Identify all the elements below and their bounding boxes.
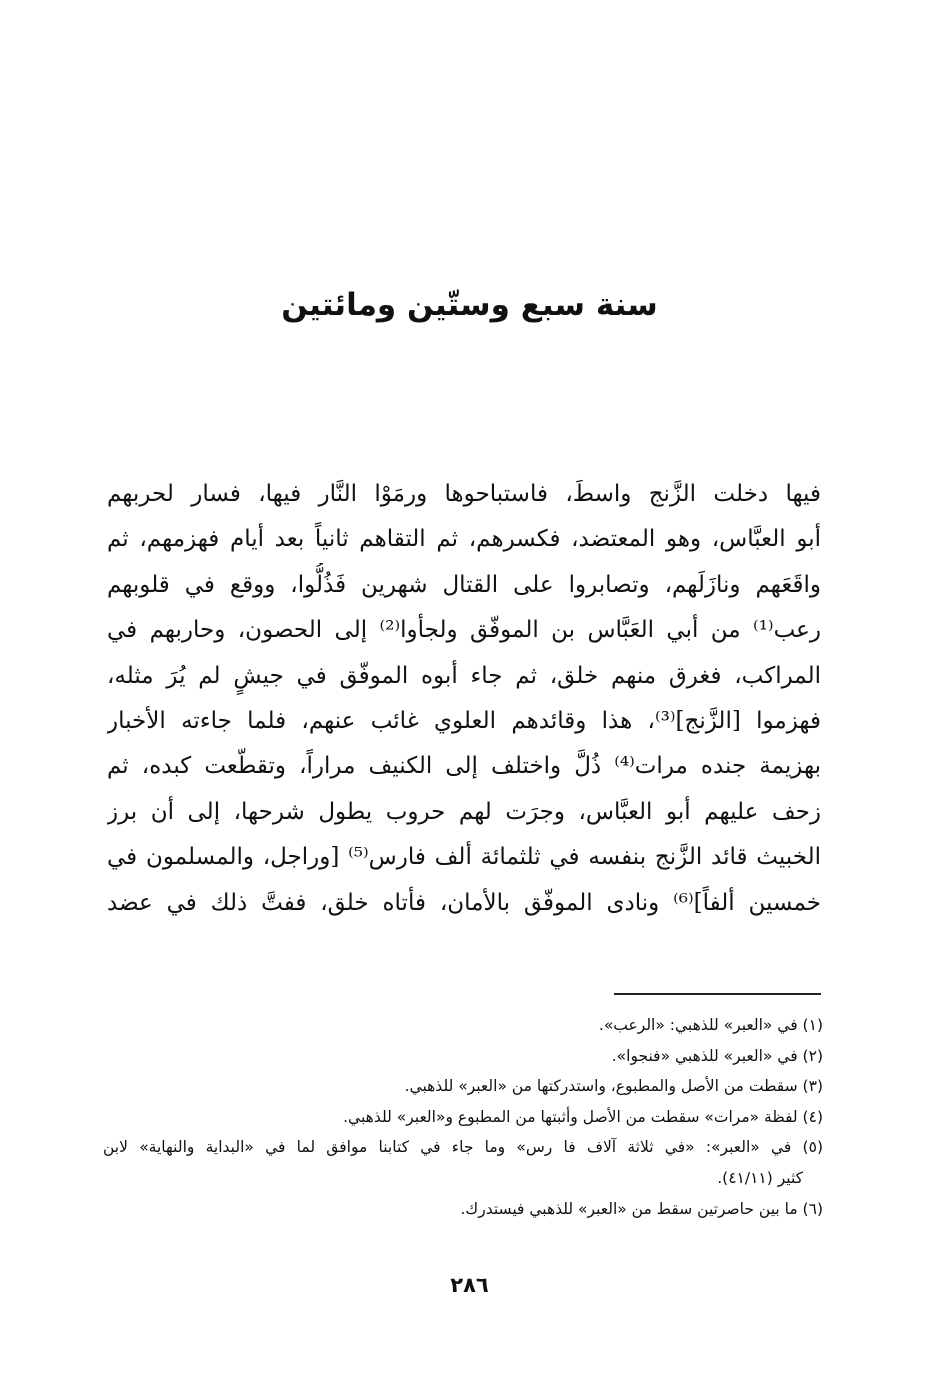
footnote-1: (١) في «العبر» للذهبي: «الرعب». xyxy=(598,1016,823,1034)
page-title: سنة سبع وستّين ومائتين xyxy=(281,287,658,323)
body-line: خمسين ألفاً]⁽⁶⁾ ونادى الموفّق بالأمان، فأتاه خلق، ففتَّ ذلك في عضد xyxy=(107,889,821,916)
footnote-5: (٥) في «العبر»: «في ثلاثة آلاف فا رس» وما جاء في كتابنا موافق لما في «البداية والنهاية» لابن xyxy=(103,1138,823,1157)
footnote-2: (٢) في «العبر» للذهبي «فنجوا». xyxy=(611,1046,823,1065)
body-line: المراكب، فغرق منهم خلق، ثم جاء أبوه الموفّق في جيشٍ لم يُرَ مثله، xyxy=(107,662,821,689)
body-line: الخبيث قائد الزَّنج بنفسه في ثلثمائة ألف فارس⁽⁵⁾ [وراجل، والمسلمون في xyxy=(107,844,821,871)
body-line: رعب⁽¹⁾ من أبي العَبَّاس بن الموفّق ولجأوا⁽²⁾ إلى الحصون، وحاربهم في xyxy=(107,617,821,644)
footnote-4: (٤) لفظة «مرات» سقطت من الأصل وأثبتها من المطبوع و«العبر» للذهبي. xyxy=(343,1107,823,1126)
body-line: أبو العبَّاس، وهو المعتضد، فكسرهم، ثم التقاهم ثانياً بعد أيام فهزمهم، ثم xyxy=(107,526,821,553)
body-paragraph xyxy=(107,472,821,926)
footnote-6: (٦) ما بين حاصرتين سقط من «العبر» للذهبي فيستدرك. xyxy=(460,1199,823,1218)
body-line: بهزيمة جنده مرات⁽⁴⁾ ذُلَّ واختلف إلى الكنيف مراراً، وتقطّعت كبده، ثم xyxy=(107,753,821,780)
body-line: زحف عليهم أبو العبَّاس، وجرَت لهم حروب يطول شرحها، إلى أن برز xyxy=(107,798,821,825)
body-line: فهزموا [الزَّنج]⁽³⁾، هذا وقائدهم العلوي غائب عنهم، فلما جاءته الأخبار xyxy=(107,707,821,734)
footnotes xyxy=(103,1010,823,1224)
body-line: فيها دخلت الزَّنج واسطَ، فاستباحوها ورمَوْا النَّار فيها، فسار لحربهم xyxy=(107,481,821,507)
footnote-3: (٣) سقطت من الأصل والمطبوع، واستدركتها من «العبر» للذهبي. xyxy=(404,1077,823,1096)
footnote-separator xyxy=(614,993,821,995)
page-number: ٢٨٦ xyxy=(450,1273,489,1297)
footnote-5-continuation: كثير (٤١/١١). xyxy=(717,1168,803,1187)
body-line: واقَعَهم ونازَلَهم، وتصابروا على القتال شهرين فَذُلُّوا، ووقع في قلوبهم xyxy=(107,571,821,598)
